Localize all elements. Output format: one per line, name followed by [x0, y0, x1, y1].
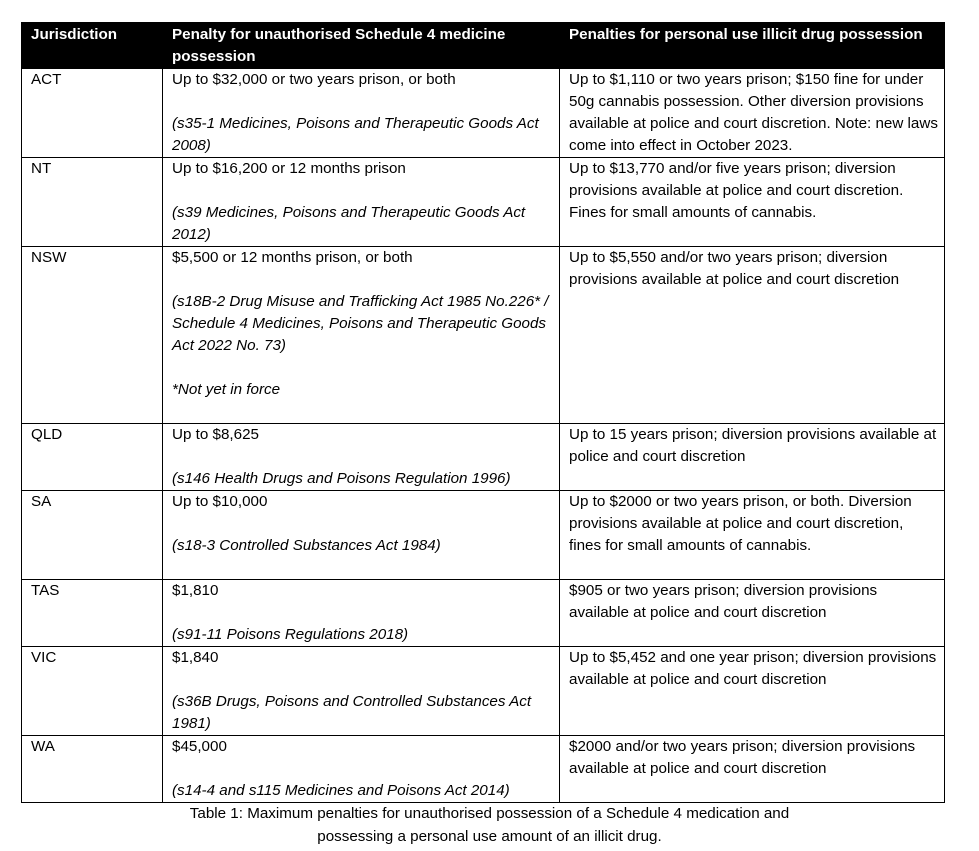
- header-illicit-penalty: Penalties for personal use illicit drug possession: [560, 23, 945, 69]
- s4-penalty-cell: [163, 69, 560, 158]
- jurisdiction-cell: NSW: [22, 247, 163, 424]
- table-row: [22, 491, 945, 580]
- illicit-penalty-cell: Up to 15 years prison; diversion provisions available at police and court discretion: [560, 424, 945, 491]
- s4-penalty-cell: [163, 247, 560, 424]
- table-header-row: [22, 23, 945, 69]
- s4-citation: (s91-11 Poisons Regulations 2018): [172, 626, 409, 643]
- s4-penalty-cell: [163, 647, 560, 736]
- s4-penalty-cell: [163, 424, 560, 491]
- s4-citation: (s39 Medicines, Poisons and Therapeutic Goods Act 2012): [172, 204, 526, 243]
- illicit-penalty-cell: $905 or two years prison; diversion provisions available at police and court discretion: [560, 580, 945, 647]
- illicit-penalty-cell: Up to $2000 or two years prison, or both. Diversion provisions available at police and court discretion, fines for small amounts of cannabis.: [560, 491, 945, 580]
- illicit-penalty-cell: Up to $5,550 and/or two years prison; diversion provisions available at police and court discretion: [560, 247, 945, 424]
- jurisdiction-cell: WA: [22, 736, 163, 803]
- jurisdiction-cell: NT: [22, 158, 163, 247]
- s4-citation: (s18-3 Controlled Substances Act 1984): [172, 537, 441, 554]
- illicit-penalty-cell: Up to $5,452 and one year prison; diversion provisions available at police and court discretion: [560, 647, 945, 736]
- table-row: [22, 69, 945, 158]
- s4-citation: (s35-1 Medicines, Poisons and Therapeutic Goods Act 2008): [172, 115, 539, 154]
- jurisdiction-cell: ACT: [22, 69, 163, 158]
- header-jurisdiction: Jurisdiction: [22, 23, 163, 69]
- table-row: [22, 247, 945, 424]
- penalties-table: [21, 22, 945, 803]
- caption-line-1: Table 1: Maximum penalties for unauthorised possession of a Schedule 4 medication and: [189, 805, 790, 822]
- s4-penalty-cell: [163, 491, 560, 580]
- s4-penalty-text: Up to $32,000 or two years prison, or both: [172, 71, 456, 88]
- s4-penalty-text: $1,840: [172, 649, 219, 666]
- table-row: [22, 580, 945, 647]
- illicit-penalty-cell: Up to $1,110 or two years prison; $150 fine for under 50g cannabis possession. Other diversion provisions available at police and court discretion. Note: new laws come into effect in October 2023.: [560, 69, 945, 158]
- s4-penalty-cell: [163, 158, 560, 247]
- jurisdiction-cell: TAS: [22, 580, 163, 647]
- s4-citation: (s146 Health Drugs and Poisons Regulation 1996): [172, 470, 511, 487]
- s4-note: *Not yet in force: [172, 381, 281, 398]
- s4-penalty-text: $1,810: [172, 582, 219, 599]
- jurisdiction-cell: SA: [22, 491, 163, 580]
- s4-penalty-text: Up to $16,200 or 12 months prison: [172, 160, 406, 177]
- s4-penalty-text: $45,000: [172, 738, 227, 755]
- s4-penalty-text: $5,500 or 12 months prison, or both: [172, 249, 413, 266]
- s4-penalty-cell: [163, 580, 560, 647]
- s4-citation: (s18B-2 Drug Misuse and Trafficking Act 1985 No.226* / Schedule 4 Medicines, Poisons and Therapeutic Goods Act 2022 No. 73): [172, 293, 549, 354]
- penalties-table-container: [21, 22, 944, 803]
- s4-penalty-text: Up to $10,000: [172, 493, 268, 510]
- table-row: [22, 424, 945, 491]
- jurisdiction-cell: VIC: [22, 647, 163, 736]
- caption-line-2: possessing a personal use amount of an illicit drug.: [317, 828, 662, 845]
- s4-penalty-text: Up to $8,625: [172, 426, 259, 443]
- jurisdiction-cell: QLD: [22, 424, 163, 491]
- s4-citation: (s36B Drugs, Poisons and Controlled Substances Act 1981): [172, 693, 532, 732]
- header-schedule4-penalty: Penalty for unauthorised Schedule 4 medicine possession: [163, 23, 560, 69]
- illicit-penalty-cell: Up to $13,770 and/or five years prison; diversion provisions available at police and court discretion. Fines for small amounts of cannabis.: [560, 158, 945, 247]
- table-caption: [0, 802, 979, 848]
- table-row: [22, 736, 945, 803]
- table-row: [22, 647, 945, 736]
- s4-citation: (s14-4 and s115 Medicines and Poisons Act 2014): [172, 782, 510, 799]
- table-row: [22, 158, 945, 247]
- s4-penalty-cell: [163, 736, 560, 803]
- illicit-penalty-cell: $2000 and/or two years prison; diversion provisions available at police and court discretion: [560, 736, 945, 803]
